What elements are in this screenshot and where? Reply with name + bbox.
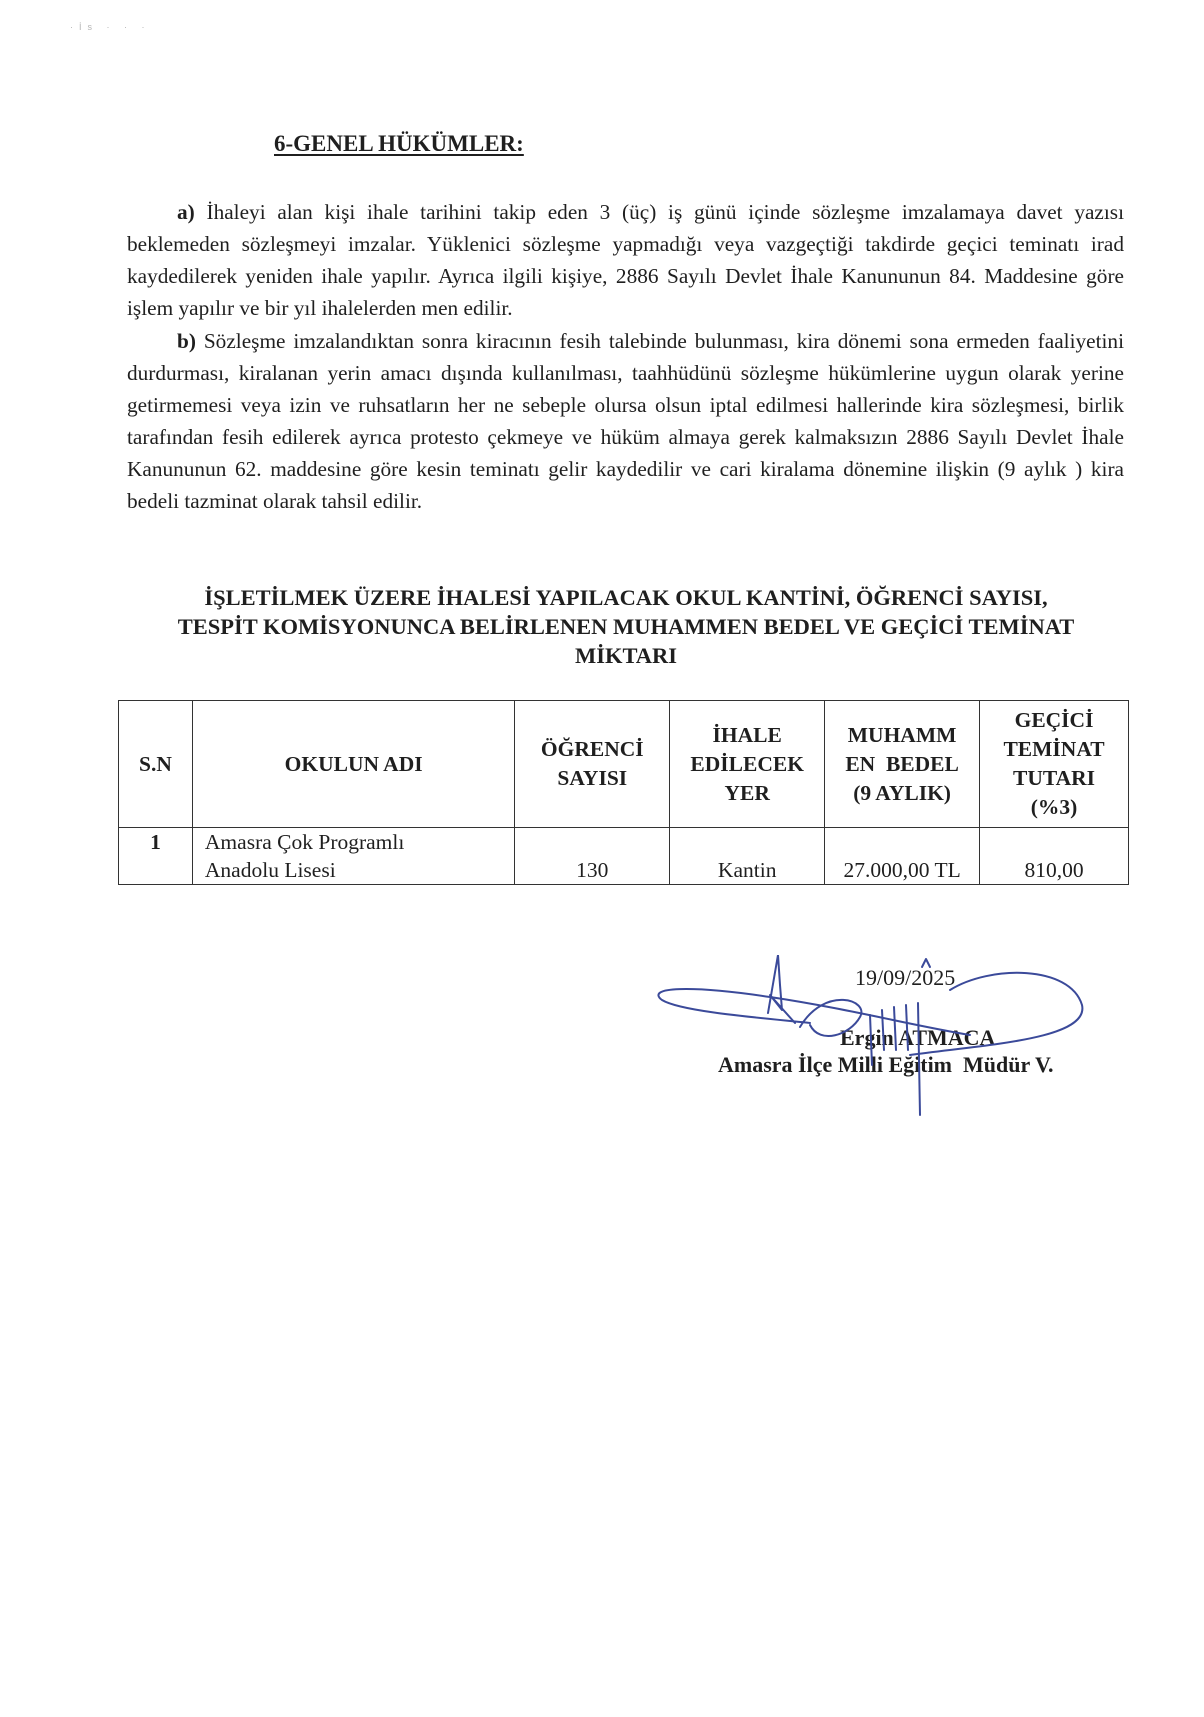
paragraph-a-lead: a) xyxy=(177,200,195,224)
header-price xyxy=(825,701,980,828)
paragraph-b-lead: b) xyxy=(177,329,196,353)
canteen-table xyxy=(118,700,1129,885)
table-row xyxy=(119,828,1129,885)
header-line: (9 AYLIK) xyxy=(853,780,951,805)
cell-sn: 1 xyxy=(119,828,193,885)
header-line: EDİLECEK xyxy=(690,751,804,776)
header-line: MUHAMM xyxy=(847,722,957,747)
table-title-line: MİKTARI xyxy=(574,643,678,668)
header-line: TUTARI xyxy=(1013,766,1096,790)
table-title-line: İŞLETİLMEK ÜZERE İHALESİ YAPILACAK OKUL KANTİNİ, ÖĞRENCİ SAYISI, xyxy=(204,585,1048,610)
header-line: TEMİNAT xyxy=(1003,737,1105,761)
header-line: SAYISI xyxy=(557,766,628,790)
signature-date: 19/09/2025 xyxy=(855,965,956,990)
section-title: 6-GENEL HÜKÜMLER: xyxy=(274,131,524,156)
header-line: YER xyxy=(724,780,770,805)
signer-title: Amasra İlçe Milli Eğitim Müdür V. xyxy=(718,1052,1054,1077)
header-place xyxy=(670,701,825,828)
paragraph-a xyxy=(127,196,1124,324)
paragraph-b xyxy=(127,325,1124,517)
cell-school-name xyxy=(192,828,514,885)
signer-name: Ergin ATMACA xyxy=(840,1025,996,1050)
cell-line: Anadolu Lisesi xyxy=(204,858,336,882)
table-header-row xyxy=(119,701,1129,828)
header-line: GEÇİCİ xyxy=(1014,708,1094,732)
cell-student-count: 130 xyxy=(515,828,670,885)
table-title xyxy=(126,583,1126,670)
header-school-name: OKULUN ADI xyxy=(192,701,514,828)
header-sn: S.N xyxy=(119,701,193,828)
table-title-line: TESPİT KOMİSYONUNCA BELİRLENEN MUHAMMEN BEDEL VE GEÇİCİ TEMİNAT xyxy=(177,614,1075,639)
header-line: ÖĞRENCİ xyxy=(540,737,644,761)
header-line: İHALE xyxy=(712,722,782,747)
header-bond xyxy=(980,701,1129,828)
paragraph-b-text: Sözleşme imzalandıktan sonra kiracının fesih talebinde bulunması, kira dönemi sona ermeden faaliyetini durdurması, kiralanan yerin amacı dışında kullanılması, taahhüdünü sözleşme hükümlerine uygun olarak yerine getirmemesi veya izin ve ruhsatların her ne sebeple olursa olsun iptal edilmesi hallerinde kira sözleşmesi, birlik tarafından fesih edilerek ayrıca protesto çekmeye ve hüküm almaya gerek kalmaksızın 2886 Sayılı Devlet İhale Kanununun 62. maddesine göre kesin teminatı gelir kaydedilir ve cari kiralama dönemine ilişkin (9 aylık ) kira bedeli tazminat olarak tahsil edilir. xyxy=(127,329,1124,513)
header-line: EN BEDEL xyxy=(845,751,959,776)
scan-marks: ·İs · · · xyxy=(70,22,151,32)
header-line: (%3) xyxy=(1030,795,1078,819)
header-student-count xyxy=(515,701,670,828)
cell-price: 27.000,00 TL xyxy=(825,828,980,885)
signature-block xyxy=(650,965,1130,1125)
paragraph-a-text: İhaleyi alan kişi ihale tarihini takip eden 3 (üç) iş günü içinde sözleşme imzalamaya davet yazısı beklemeden sözleşmeyi imzalar. Yüklenici sözleşme yapmadığı veya vazgeçtiği takdirde geçici teminatı irad kaydedilerek yeniden ihale yapılır. Ayrıca ilgili kişiye, 2886 Sayılı Devlet İhale Kanununun 84. Maddesine göre işlem yapılır ve bir yıl ihalelerden men edilir. xyxy=(127,200,1124,320)
cell-line: Amasra Çok Programlı xyxy=(204,830,405,854)
cell-place: Kantin xyxy=(670,828,825,885)
cell-bond: 810,00 xyxy=(980,828,1129,885)
